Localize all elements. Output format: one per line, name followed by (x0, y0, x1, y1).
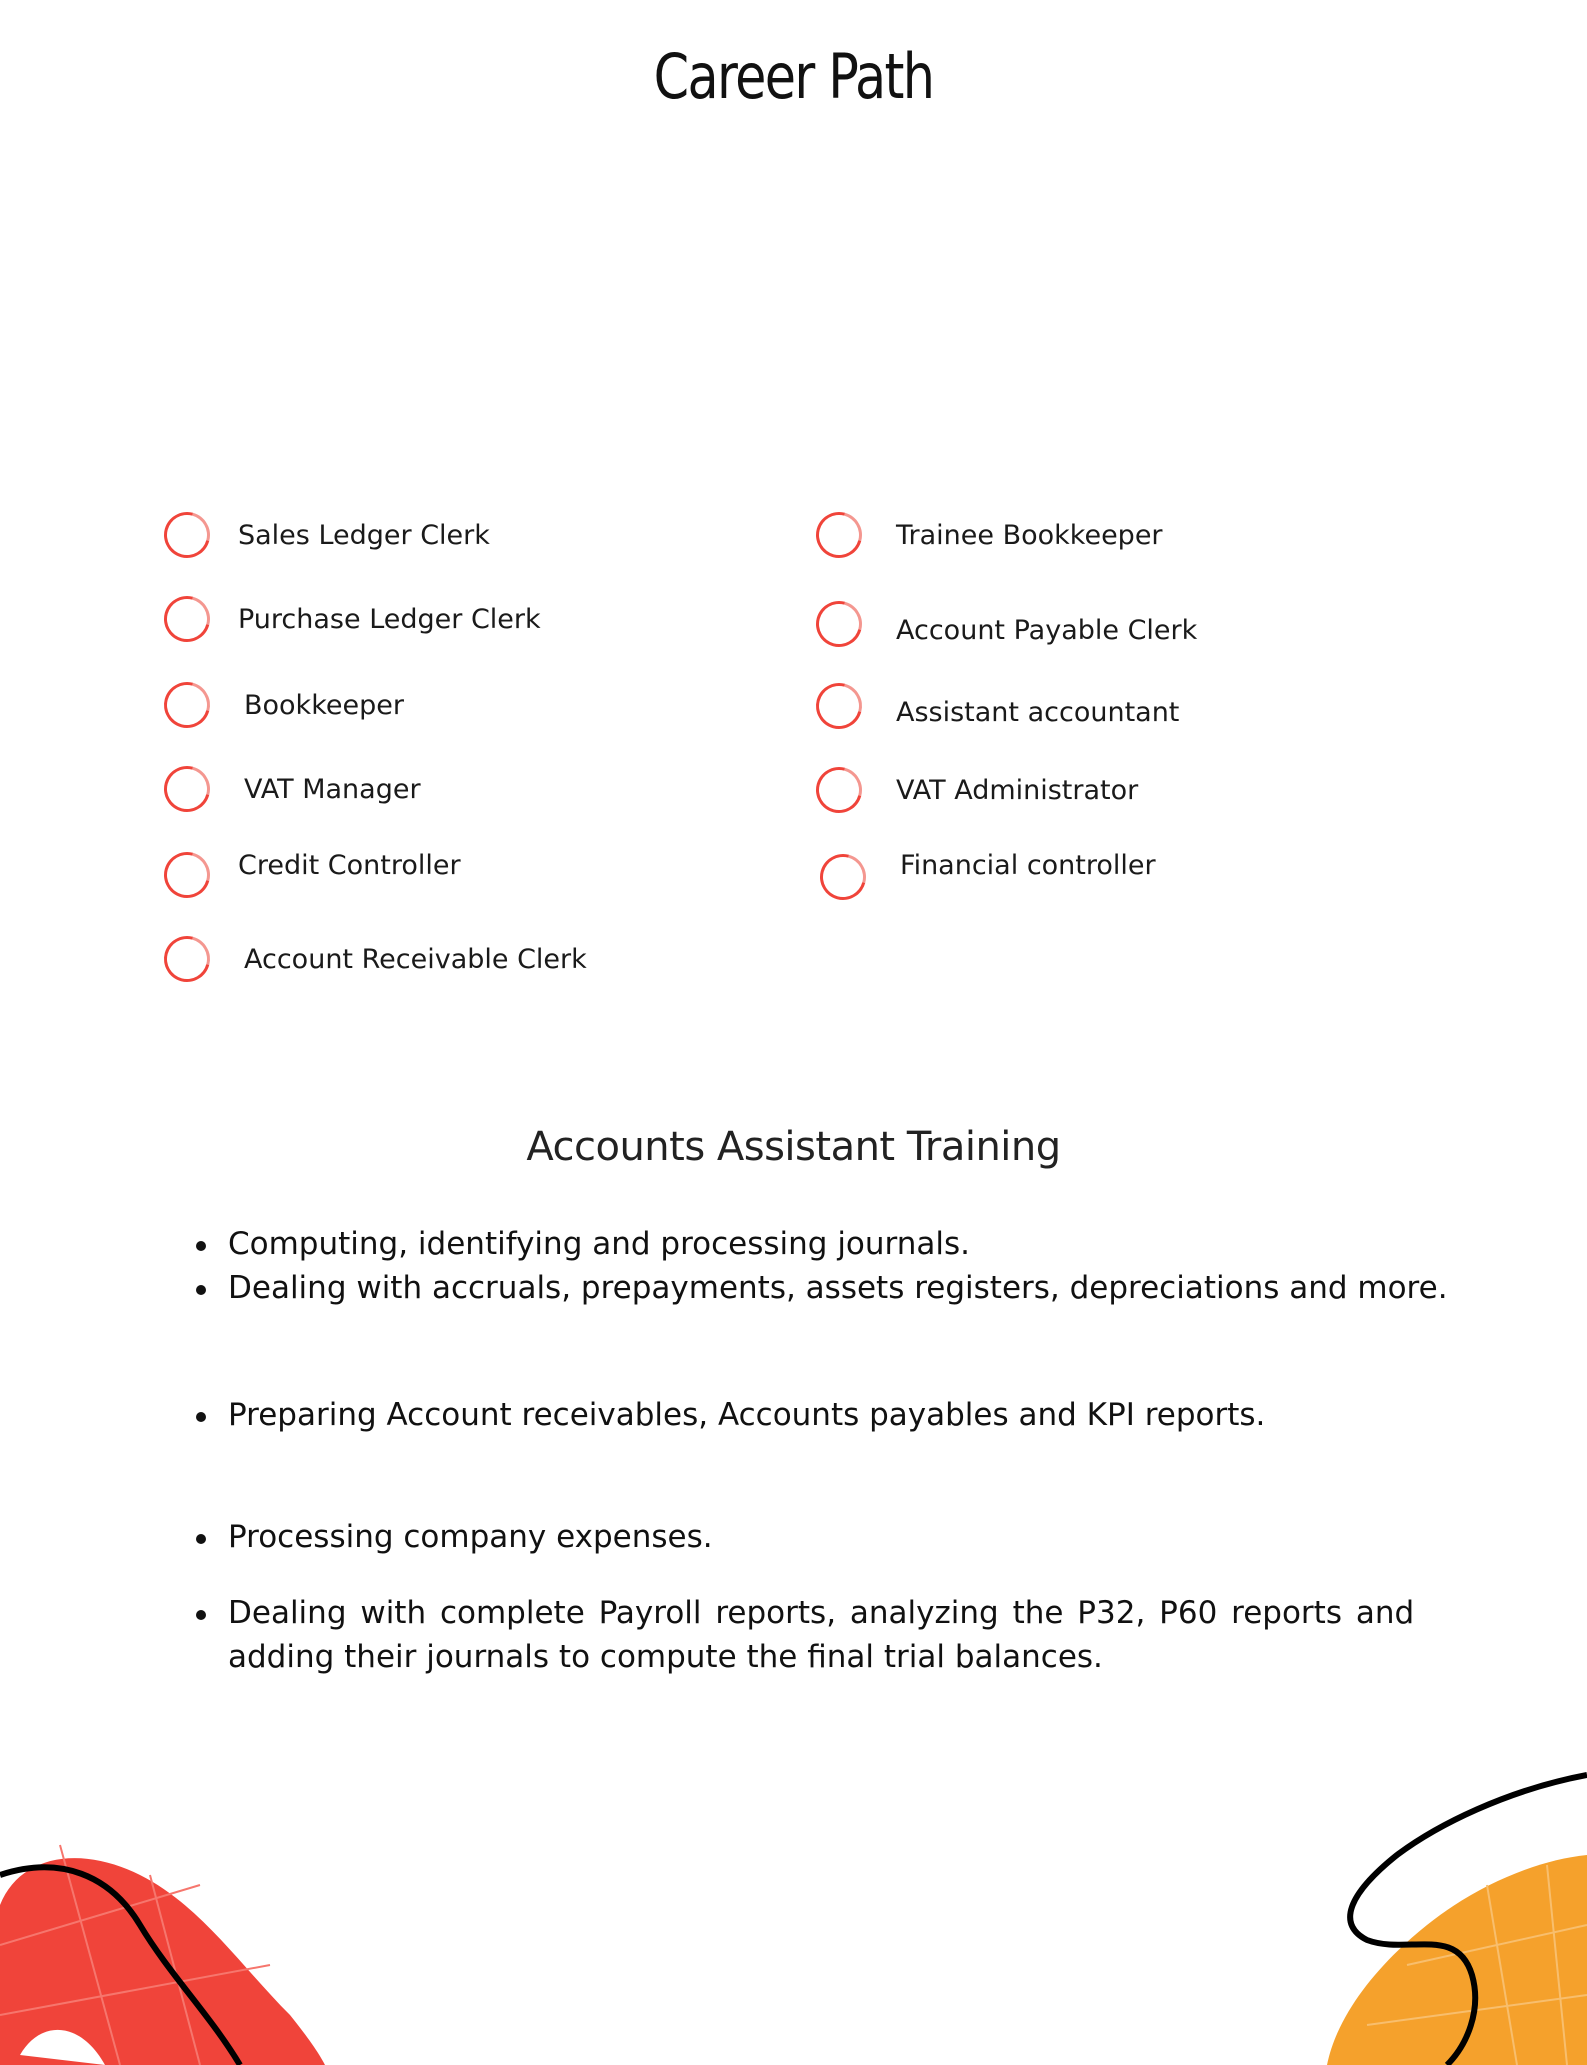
circle-icon (156, 758, 219, 821)
bullet-text: Preparing Account receivables, Accounts payables and KPI reports. (228, 1397, 1266, 1433)
bullet-text-continued: adding their journals to compute the final trial balances. (228, 1639, 1103, 1675)
circle-icon (812, 846, 875, 909)
bullet-text: Dealing with complete Payroll reports, analyzing the P32, P60 reports and (228, 1595, 1415, 1631)
circle-icon (156, 504, 219, 567)
career-label: Trainee Bookkeeper (896, 520, 1163, 551)
career-label: Purchase Ledger Clerk (238, 604, 541, 635)
bullet-dot-icon (196, 1610, 206, 1620)
career-label: Account Payable Clerk (896, 615, 1198, 646)
circle-icon (808, 593, 871, 656)
career-label: Bookkeeper (244, 690, 404, 721)
career-label: Credit Controller (238, 850, 461, 881)
career-label: Assistant accountant (896, 697, 1180, 728)
career-label: Account Receivable Clerk (244, 944, 587, 975)
circle-icon (808, 675, 871, 738)
section-title: Accounts Assistant Training (526, 1124, 1061, 1170)
career-label: VAT Administrator (896, 775, 1139, 806)
career-label: Financial controller (900, 850, 1156, 881)
circle-icon (156, 588, 219, 651)
circle-icon (808, 504, 871, 567)
circle-icon (156, 674, 219, 737)
bullet-dot-icon (196, 1285, 206, 1295)
decorative-orange-blob (1307, 1765, 1587, 2065)
circle-icon (156, 844, 219, 907)
decorative-red-blob (0, 1765, 340, 2065)
bullet-text: Dealing with accruals, prepayments, assets registers, depreciations and more. (228, 1270, 1448, 1306)
bullet-dot-icon (196, 1412, 206, 1422)
career-label: Sales Ledger Clerk (238, 520, 490, 551)
career-label: VAT Manager (244, 774, 421, 805)
bullet-dot-icon (196, 1534, 206, 1544)
circle-icon (808, 759, 871, 822)
page-title: Career Path (653, 40, 934, 113)
bullet-text: Processing company expenses. (228, 1519, 713, 1555)
bullet-text: Computing, identifying and processing journals. (228, 1226, 971, 1262)
circle-icon (156, 928, 219, 991)
bullet-dot-icon (196, 1241, 206, 1251)
